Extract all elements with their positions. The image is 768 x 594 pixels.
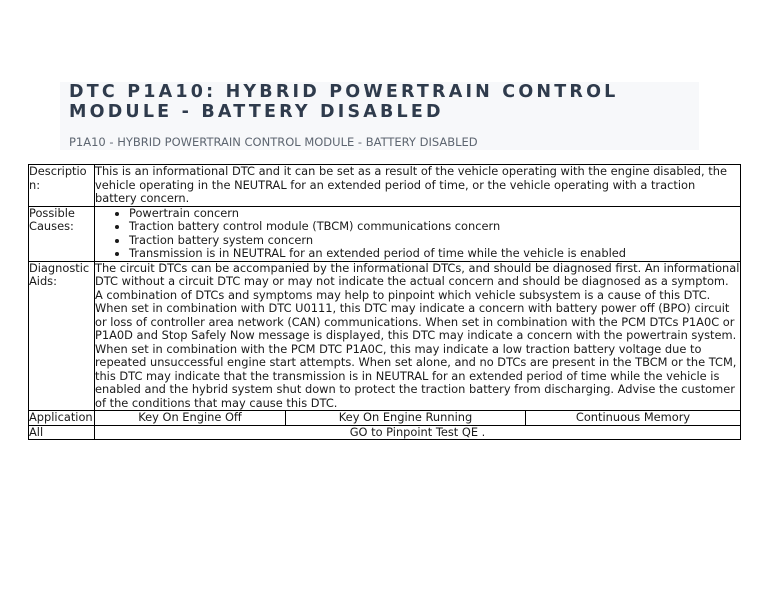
koeo-header: Key On Engine Off <box>95 411 286 426</box>
description-text: This is an informational DTC and it can be set as a result of the vehicle operating with the engine disabled, the vehicle operating in the NEUTRAL for an extended period of time, or the vehicle operating with a traction battery concern. <box>95 165 741 207</box>
application-all-label: All <box>29 425 95 440</box>
possible-causes-row <box>29 206 741 261</box>
diagnostic-aids-label: Diagnostic Aids: <box>29 261 95 411</box>
dtc-info-table <box>28 164 741 440</box>
continuous-memory-header: Continuous Memory <box>526 411 741 426</box>
page-subtitle: P1A10 - HYBRID POWERTRAIN CONTROL MODULE - BATTERY DISABLED <box>69 135 478 149</box>
description-row <box>29 165 741 207</box>
diagnostic-aids-row <box>29 261 741 411</box>
application-header-row <box>29 411 741 426</box>
diagnostic-aids-text: The circuit DTCs can be accompanied by the informational DTCs, and should be diagnosed first. An informational DTC without a circuit DTC may or may not indicate the actual concern and should be diagnosed as a symptom. A combination of DTCs and symptoms may help to pinpoint which vehicle subsystem is a cause of this DTC. When set in combination with DTC U0111, this DTC may indicate a concern with battery power off (BPO) circuit or loss of controller area network (CAN) communications. When set in combination with the PCM DTCs P1A0C or P1A0D and Stop Safely Now message is displayed, this DTC may indicate a concern with the powertrain system. When set in combination with the PCM DTC P1A0C, this may indicate a low traction battery voltage due to repeated unsuccessful engine start attempts. When set alone, and no DTCs are present in the TBCM or the TCM, this DTC may indicate that the transmission is in NEUTRAL for an extended period of time while the vehicle is enabled and the hybrid system shut down to protect the traction battery from discharging. Advise the customer of the conditions that may cause this DTC. <box>95 260 740 410</box>
pinpoint-test-link[interactable]: GO to Pinpoint Test QE . <box>95 425 741 440</box>
cause-item: • Transmission is in NEUTRAL for an extended period of time while the vehicle is enabled <box>129 247 740 261</box>
cause-item: • Traction battery control module (TBCM) communications concern <box>129 220 740 234</box>
page-title: DTC P1A10: HYBRID POWERTRAIN CONTROL MODULE - BATTERY DISABLED <box>69 82 619 122</box>
possible-causes-list <box>95 207 740 261</box>
koer-header: Key On Engine Running <box>286 411 526 426</box>
application-row <box>29 425 741 440</box>
possible-causes-cell <box>95 206 741 261</box>
possible-causes-label: Possible Causes: <box>29 206 95 261</box>
cause-item: • Traction battery system concern <box>129 234 740 248</box>
application-label: Application <box>29 410 93 424</box>
description-label: Description: <box>29 165 95 207</box>
cause-item: • Powertrain concern <box>129 207 740 221</box>
